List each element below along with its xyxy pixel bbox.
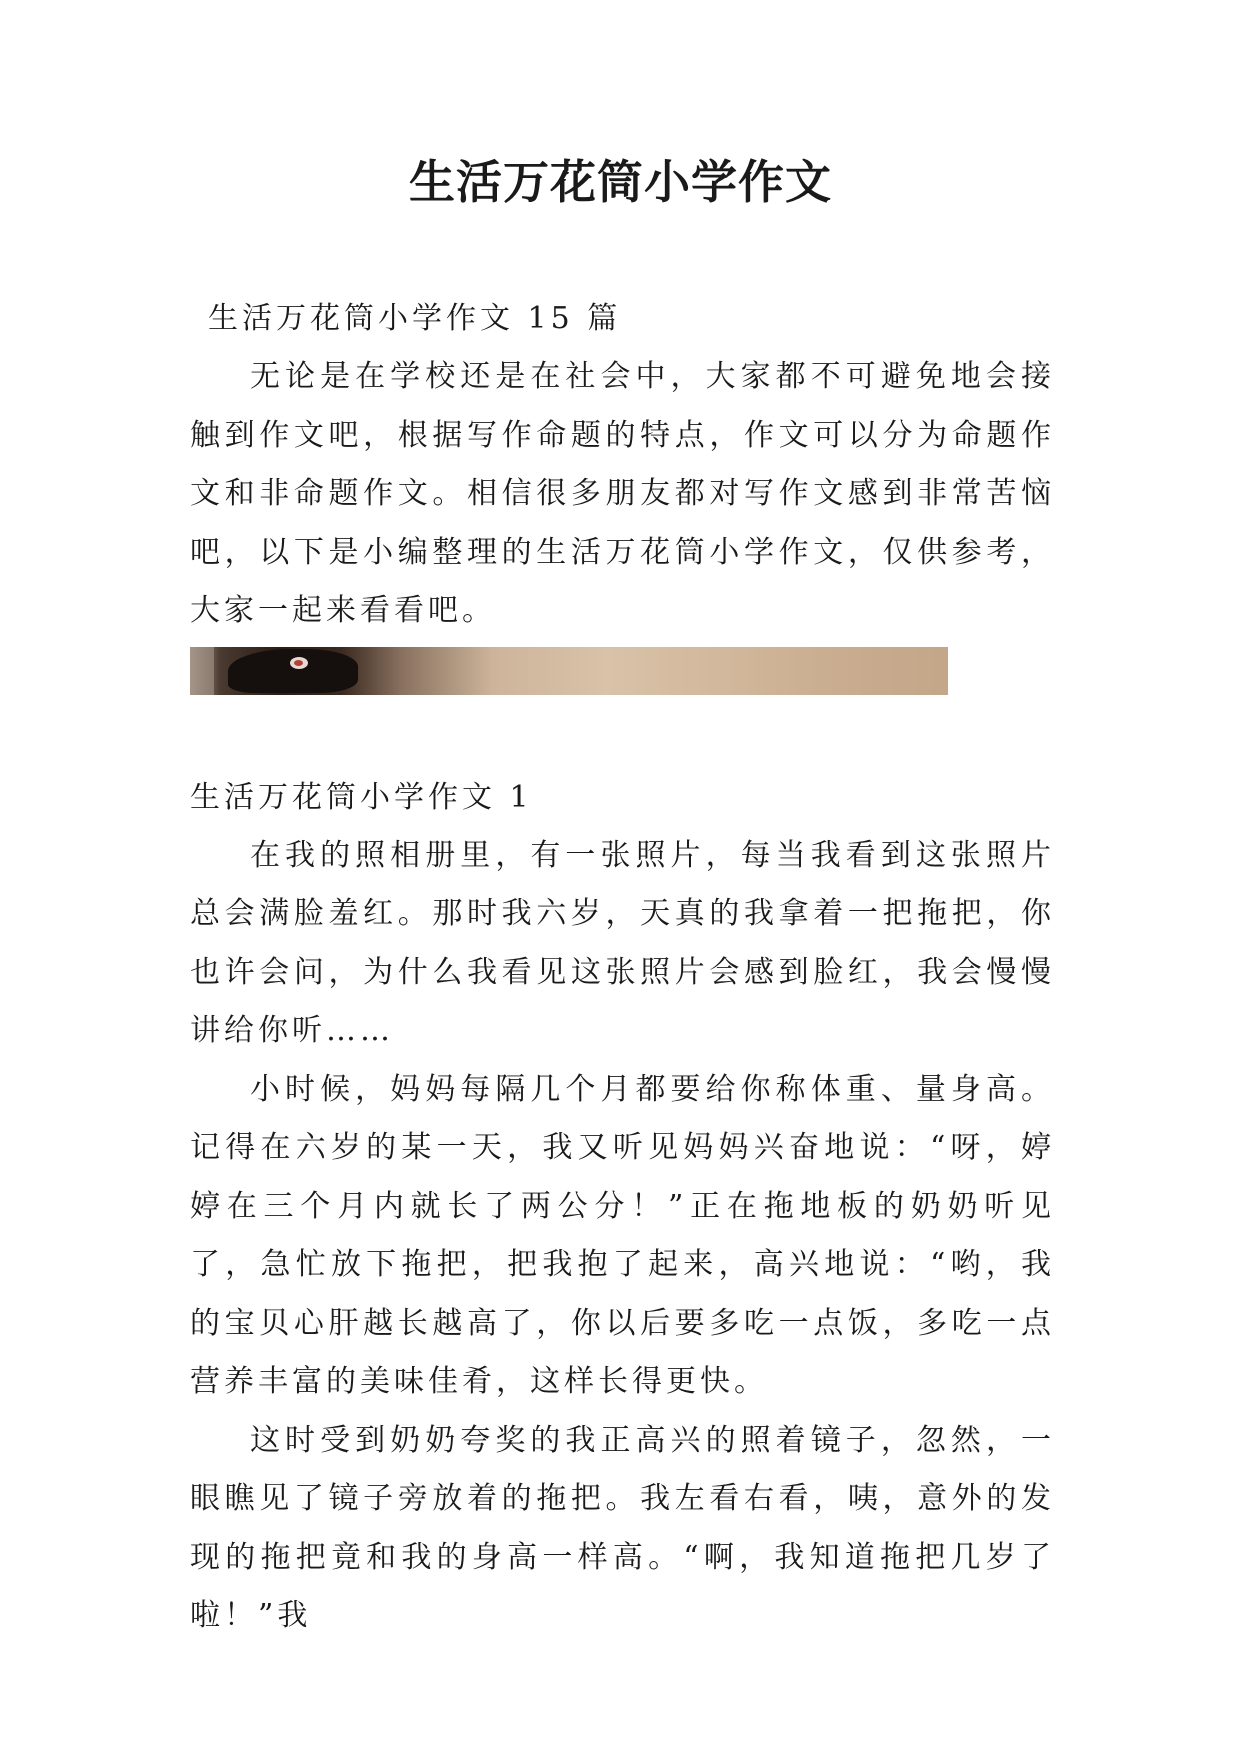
body-paragraph: 这时受到奶奶夸奖的我正高兴的照着镜子，忽然，一眼瞧见了镜子旁放着的拖把。我左看右看，咦，意外的发现的拖把竟和我的身高一样高。“啊，我知道拖把几岁了啦！”我 [190, 1422, 1055, 1633]
section-spacer [190, 695, 1055, 769]
banner-image-edge [190, 647, 214, 695]
document-subtitle: 生活万花筒小学作文 15 篇 [208, 301, 622, 336]
document-body [190, 290, 1055, 1646]
body-paragraph: 在我的照相册里，有一张照片，每当我看到这张照片总会满脸羞红。那时我六岁，天真的我拿着一把拖把，你也许会问，为什么我看见这张照片会感到脸红，我会慢慢讲给你听…… [190, 837, 1055, 1048]
document-title: 生活万花筒小学作文 [409, 155, 832, 209]
banner-image-red-dot [294, 660, 303, 666]
banner-image-dark-object [228, 649, 358, 693]
section-heading: 生活万花筒小学作文 1 [190, 779, 533, 815]
intro-paragraph: 无论是在学校还是在社会中，大家都不可避免地会接触到作文吧，根据写作命题的特点，作文可以分为命题作文和非命题作文。相信很多朋友都对写作文感到非常苦恼吧，以下是小编整理的生活万花筒小学作文，仅供参考，大家一起来看看吧。 [190, 359, 1055, 628]
body-paragraph: 小时候，妈妈每隔几个月都要给你称体重、量身高。记得在六岁的某一天，我又听见妈妈兴奋地说：“呀，婷婷在三个月内就长了两公分！”正在拖地板的奶奶听见了，急忙放下拖把，把我抱了起来，高兴地说：“哟，我的宝贝心肝越长越高了，你以后要多吃一点饭，多吃一点营养丰富的美味佳肴，这样长得更快。 [190, 1071, 1055, 1399]
banner-image [190, 647, 948, 695]
